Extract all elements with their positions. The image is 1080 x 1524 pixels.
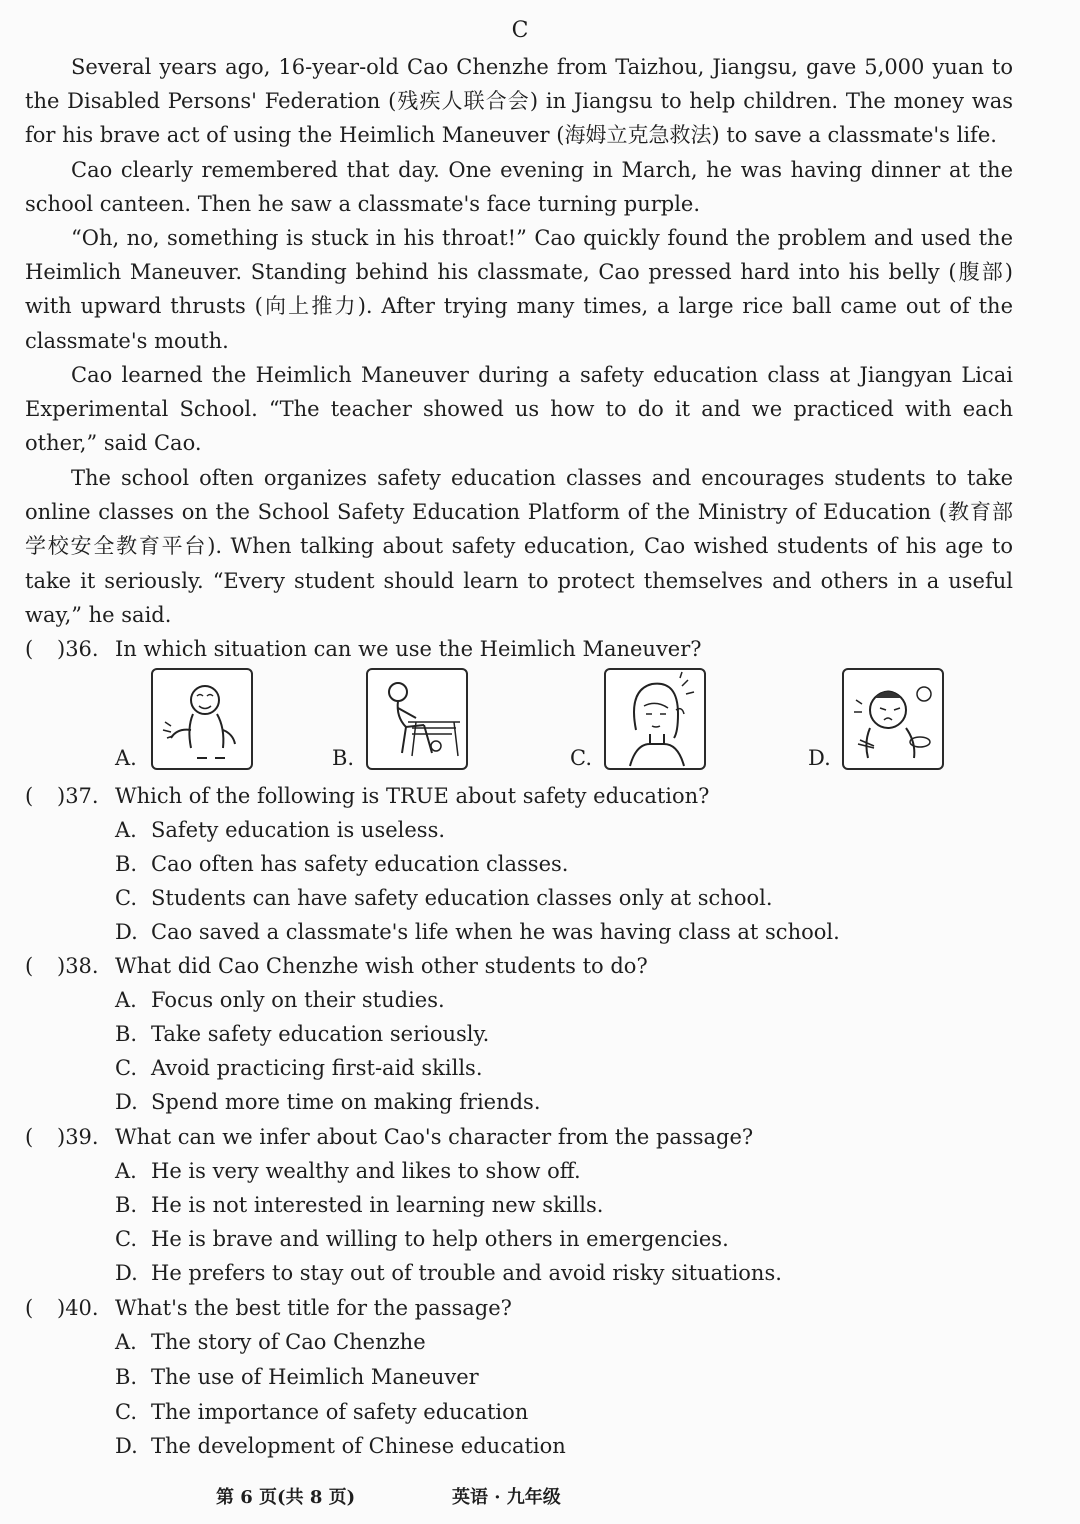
answer-blank[interactable]: ( — [25, 1125, 34, 1149]
option-37-b: B. Cao often has safety education classes. — [115, 852, 569, 876]
option-39-d: D. He prefers to stay out of trouble and avoid risky situations. — [115, 1261, 782, 1285]
question-text: Which of the following is TRUE about safety education? — [115, 784, 710, 808]
question-number: )36. — [57, 637, 99, 661]
option-40-a: A. The story of Cao Chenzhe — [115, 1330, 426, 1354]
section-letter: C — [511, 18, 529, 43]
option-38-c: C. Avoid practicing first-aid skills. — [115, 1056, 483, 1080]
question-39 — [25, 1120, 753, 1154]
option-40-c: C. The importance of safety education — [115, 1400, 529, 1424]
question-text: In which situation can we use the Heimlich Maneuver? — [115, 637, 702, 661]
option-37-a: A. Safety education is useless. — [115, 818, 446, 842]
passage-paragraph-5: The school often organizes safety education classes and encourages students to take online classes on the School Safety Education Platform of the Ministry of Education (教育部学校安全教育平台). When talking about safety education, Cao wished students of his age to take it seriously. “Every student should learn to protect themselves and others in a useful way,” he said. — [25, 466, 1013, 627]
question-number: )37. — [57, 784, 99, 808]
question-text: What can we infer about Cao's character from the passage? — [115, 1125, 754, 1149]
passage-paragraph-1: Several years ago, 16-year-old Cao Chenzhe from Taizhou, Jiangsu, gave 5,000 yuan to the Disabled Persons' Federation (残疾人联合会) in Jiangsu to help children. The money was for his brave act of using the Heimlich Maneuver (海姆立克急救法) to save a classmate's life. — [25, 55, 1013, 148]
passage-paragraph-4: Cao learned the Heimlich Maneuver during a safety education class at Jiangyan Licai Experimental School. “The teacher showed us how to do it and we practiced with each other,” said Cao. — [25, 363, 1013, 456]
option-40-b: B. The use of Heimlich Maneuver — [115, 1365, 479, 1389]
passage-paragraph-2: Cao clearly remembered that day. One evening in March, he was having dinner at the school canteen. Then he saw a classmate's face turning purple. — [25, 158, 1013, 217]
option-37-d: D. Cao saved a classmate's life when he was having class at school. — [115, 920, 840, 944]
question-text: What did Cao Chenzhe wish other students to do? — [115, 954, 648, 978]
question-38 — [25, 949, 648, 983]
answer-blank[interactable]: ( — [25, 954, 34, 978]
question-text: What's the best title for the passage? — [115, 1296, 512, 1320]
option-38-d: D. Spend more time on making friends. — [115, 1090, 541, 1114]
picture-option-label-b: B. — [332, 746, 355, 770]
option-39-a: A. He is very wealthy and likes to show off. — [115, 1159, 581, 1183]
picture-option-label-c: C. — [570, 746, 592, 770]
person-sitting-on-bench-icon — [366, 668, 468, 770]
answer-blank[interactable]: ( — [25, 784, 34, 808]
question-37 — [25, 779, 709, 813]
option-39-b: B. He is not interested in learning new skills. — [115, 1193, 604, 1217]
option-40-d: D. The development of Chinese education — [115, 1434, 566, 1458]
question-number: )40. — [57, 1296, 99, 1320]
option-39-c: C. He is brave and willing to help others in emergencies. — [115, 1227, 729, 1251]
question-number: )38. — [57, 954, 99, 978]
man-choking-while-eating-icon — [842, 668, 944, 770]
answer-blank[interactable]: ( — [25, 637, 34, 661]
question-36 — [25, 632, 702, 666]
option-38-b: B. Take safety education seriously. — [115, 1022, 490, 1046]
option-37-c: C. Students can have safety education classes only at school. — [115, 886, 773, 910]
question-40 — [25, 1291, 512, 1325]
passage-paragraph-3: “Oh, no, something is stuck in his throat!” Cao quickly found the problem and used the Heimlich Maneuver. Standing behind his classmate, Cao pressed hard into his belly (腹部) with upward thrusts (向上推力). After trying many times, a large rice ball came out of the classmate's mouth. — [25, 226, 1013, 353]
answer-blank[interactable]: ( — [25, 1296, 34, 1320]
option-38-a: A. Focus only on their studies. — [115, 988, 445, 1012]
subject-label: 英语 · 九年级 — [452, 1487, 561, 1508]
picture-option-label-a: A. — [115, 746, 137, 770]
page-number: 第 6 页(共 8 页) — [216, 1487, 356, 1508]
crying-child-hurt-knee-icon — [151, 668, 253, 770]
question-number: )39. — [57, 1125, 99, 1149]
woman-with-headache-icon — [604, 668, 706, 770]
picture-option-label-d: D. — [808, 746, 831, 770]
